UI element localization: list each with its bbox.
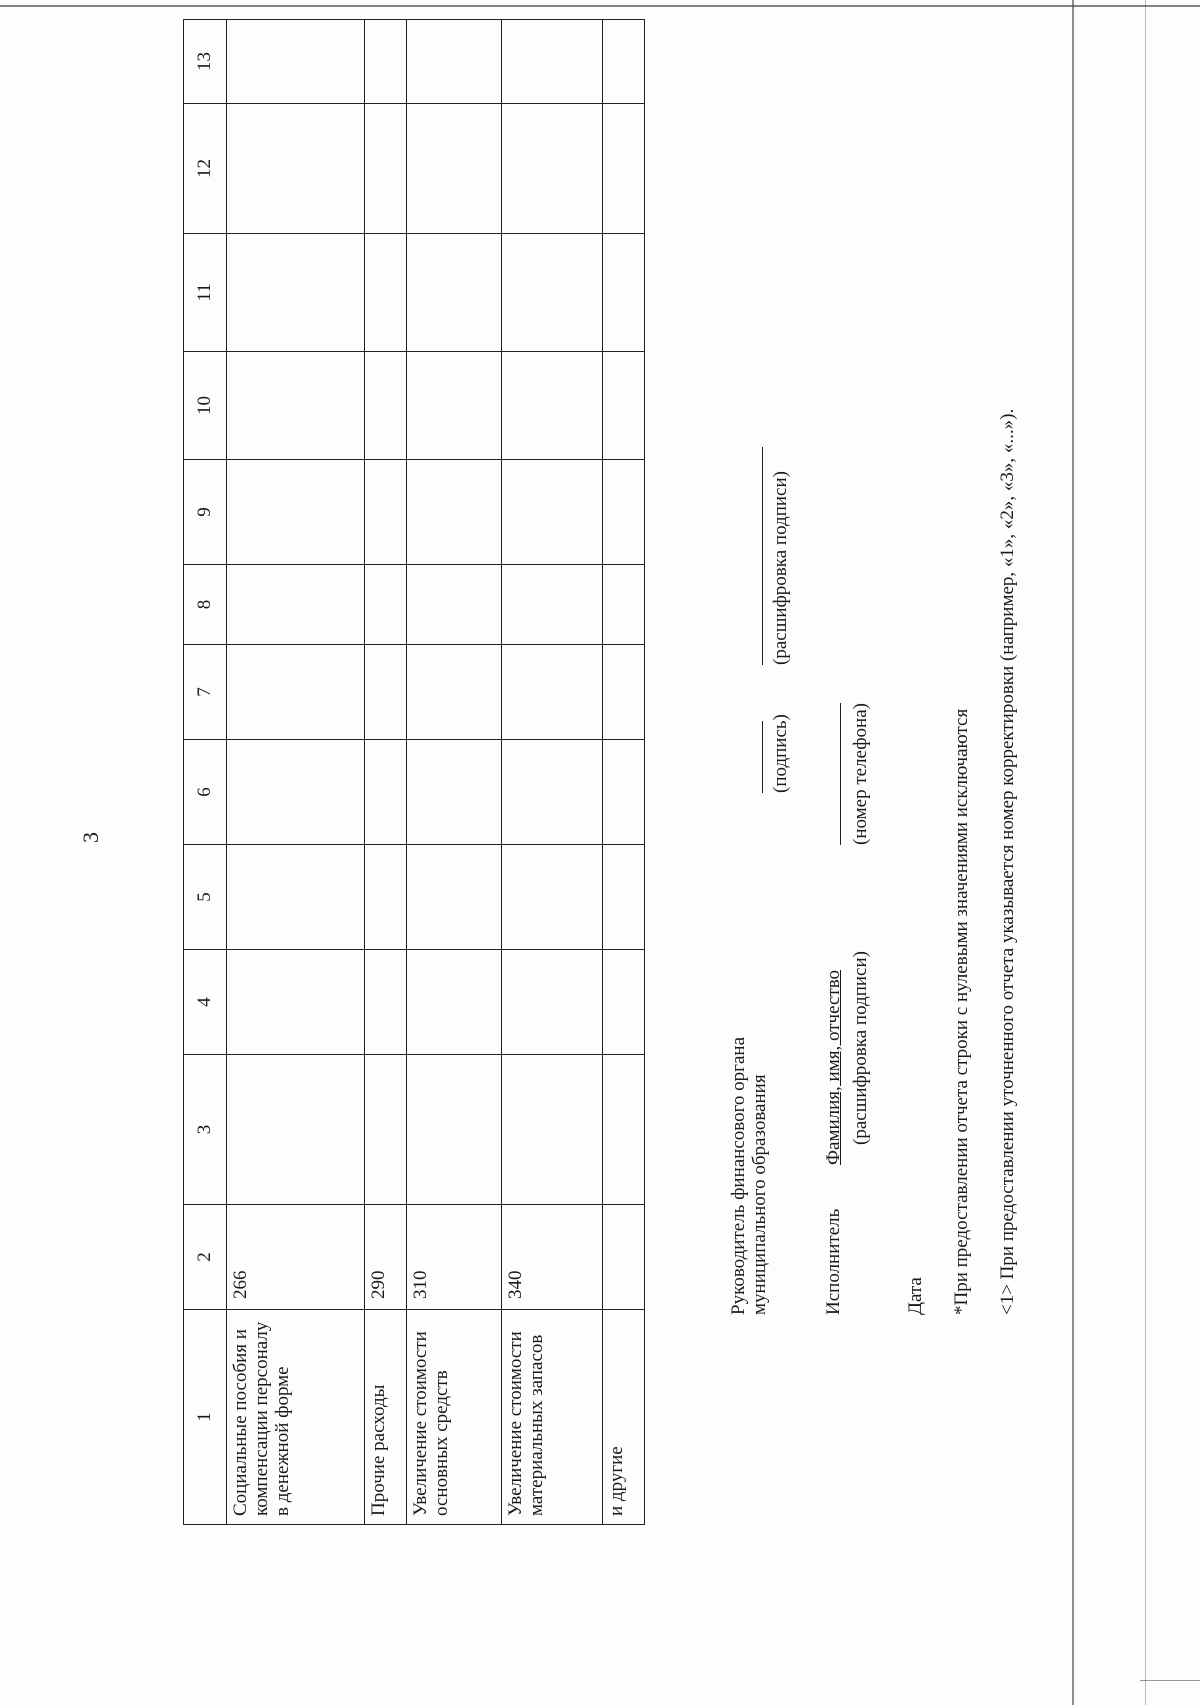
- table-cell: [602, 950, 644, 1055]
- column-header: 5: [184, 845, 227, 950]
- table-cell: [602, 845, 644, 950]
- table-cell: [502, 845, 602, 950]
- table-cell: [227, 950, 364, 1055]
- column-header: 3: [184, 1055, 227, 1205]
- table-cell: [227, 565, 364, 645]
- table-cell: [602, 645, 644, 740]
- table-cell: [407, 352, 502, 460]
- column-header: 4: [184, 950, 227, 1055]
- table-cell: [364, 845, 406, 950]
- head-title-line1: Руководитель финансового органа: [728, 1036, 749, 1315]
- decode-line: [762, 447, 763, 665]
- table-cell: [602, 740, 644, 845]
- table-cell: [407, 845, 502, 950]
- row-code: 340: [502, 1205, 602, 1310]
- table-cell: [602, 20, 644, 104]
- page-number: 3: [78, 832, 103, 843]
- table-cell: [407, 740, 502, 845]
- table-cell: [407, 104, 502, 234]
- table-row: [502, 20, 602, 1525]
- row-code: 266: [227, 1205, 364, 1310]
- head-title: [728, 1037, 771, 1315]
- table-row: [227, 20, 364, 1525]
- table-cell: [227, 234, 364, 352]
- table-cell: [407, 1055, 502, 1205]
- table-row: [407, 20, 502, 1525]
- table-cell: [407, 950, 502, 1055]
- head-title-line2: муниципального образования: [749, 1074, 771, 1315]
- column-header: 10: [184, 352, 227, 460]
- column-header: 13: [184, 20, 227, 104]
- table-cell: [364, 234, 406, 352]
- row-name: Увеличение стоимости основных средств: [407, 1310, 502, 1525]
- column-header: 8: [184, 565, 227, 645]
- table-cell: [364, 460, 406, 565]
- table-cell: [502, 234, 602, 352]
- executor-decode-caption: (расшифровка подписи): [850, 951, 871, 1145]
- table-cell: [227, 104, 364, 234]
- signature-line: [762, 721, 763, 793]
- column-header: 2: [184, 1205, 227, 1310]
- row-name: Увеличение стоимости материальных запасов: [502, 1310, 602, 1525]
- table-row: [602, 20, 644, 1525]
- table-cell: [602, 234, 644, 352]
- table-row: [364, 20, 406, 1525]
- table-cell: [502, 460, 602, 565]
- row-code: 310: [407, 1205, 502, 1310]
- table-cell: [227, 645, 364, 740]
- executor-name: Фамилия, имя, отчество: [823, 969, 844, 1165]
- table-cell: [502, 950, 602, 1055]
- row-name: Прочие расходы: [364, 1310, 406, 1525]
- column-header: 11: [184, 234, 227, 352]
- table-cell: [364, 1055, 406, 1205]
- table-cell: [502, 565, 602, 645]
- table-cell: [364, 740, 406, 845]
- table-cell: [364, 352, 406, 460]
- row-code: 290: [364, 1205, 406, 1310]
- table-cell: [227, 1055, 364, 1205]
- report-table: [183, 19, 645, 1525]
- scan-border-line: [0, 5, 1200, 7]
- table-cell: [407, 234, 502, 352]
- table-cell: [364, 645, 406, 740]
- signature-caption: (подпись): [770, 714, 791, 793]
- executor-label: Исполнитель: [823, 1208, 844, 1315]
- table-cell: [502, 1055, 602, 1205]
- table-cell: [602, 1055, 644, 1205]
- table-cell: [227, 20, 364, 104]
- column-header: 12: [184, 104, 227, 234]
- scan-border-line: [1140, 1680, 1200, 1681]
- correction-note: <1> При предоставлении уточненного отчета указывается номер корректировки (например, «1», «2», «3», «...»).: [997, 408, 1018, 1315]
- column-header: 1: [184, 1310, 227, 1525]
- column-header: 6: [184, 740, 227, 845]
- table-cell: [227, 352, 364, 460]
- table-cell: [407, 460, 502, 565]
- scan-border-line: [1072, 0, 1074, 1705]
- table-cell: [364, 565, 406, 645]
- phone-line: [840, 703, 841, 845]
- column-header: 9: [184, 460, 227, 565]
- row-name: и другие: [602, 1310, 644, 1525]
- executor-phone-caption: (номер телефона): [850, 703, 871, 845]
- table-cell: [602, 352, 644, 460]
- table-cell: [407, 20, 502, 104]
- column-header: 7: [184, 645, 227, 740]
- table-cell: [602, 565, 644, 645]
- row-code: [602, 1205, 644, 1310]
- decode-caption: (расшифровка подписи): [770, 471, 791, 665]
- zero-rows-note: *При предоставлении отчета строки с нулевыми значениями исключаются: [951, 708, 972, 1315]
- table-cell: [602, 104, 644, 234]
- table-cell: [364, 950, 406, 1055]
- table-cell: [227, 740, 364, 845]
- table-cell: [502, 104, 602, 234]
- table-cell: [502, 740, 602, 845]
- table-cell: [227, 845, 364, 950]
- table-cell: [502, 20, 602, 104]
- table-header-row: [184, 20, 227, 1525]
- table-cell: [502, 645, 602, 740]
- table-cell: [407, 565, 502, 645]
- scan-border-line: [1145, 0, 1146, 1705]
- date-label: Дата: [905, 1277, 926, 1315]
- table-cell: [602, 460, 644, 565]
- table-cell: [407, 645, 502, 740]
- table-cell: [364, 20, 406, 104]
- row-name: Социальные пособия и компенсации персоналу в денежной форме: [227, 1310, 364, 1525]
- table-cell: [364, 104, 406, 234]
- table-cell: [502, 352, 602, 460]
- table-cell: [227, 460, 364, 565]
